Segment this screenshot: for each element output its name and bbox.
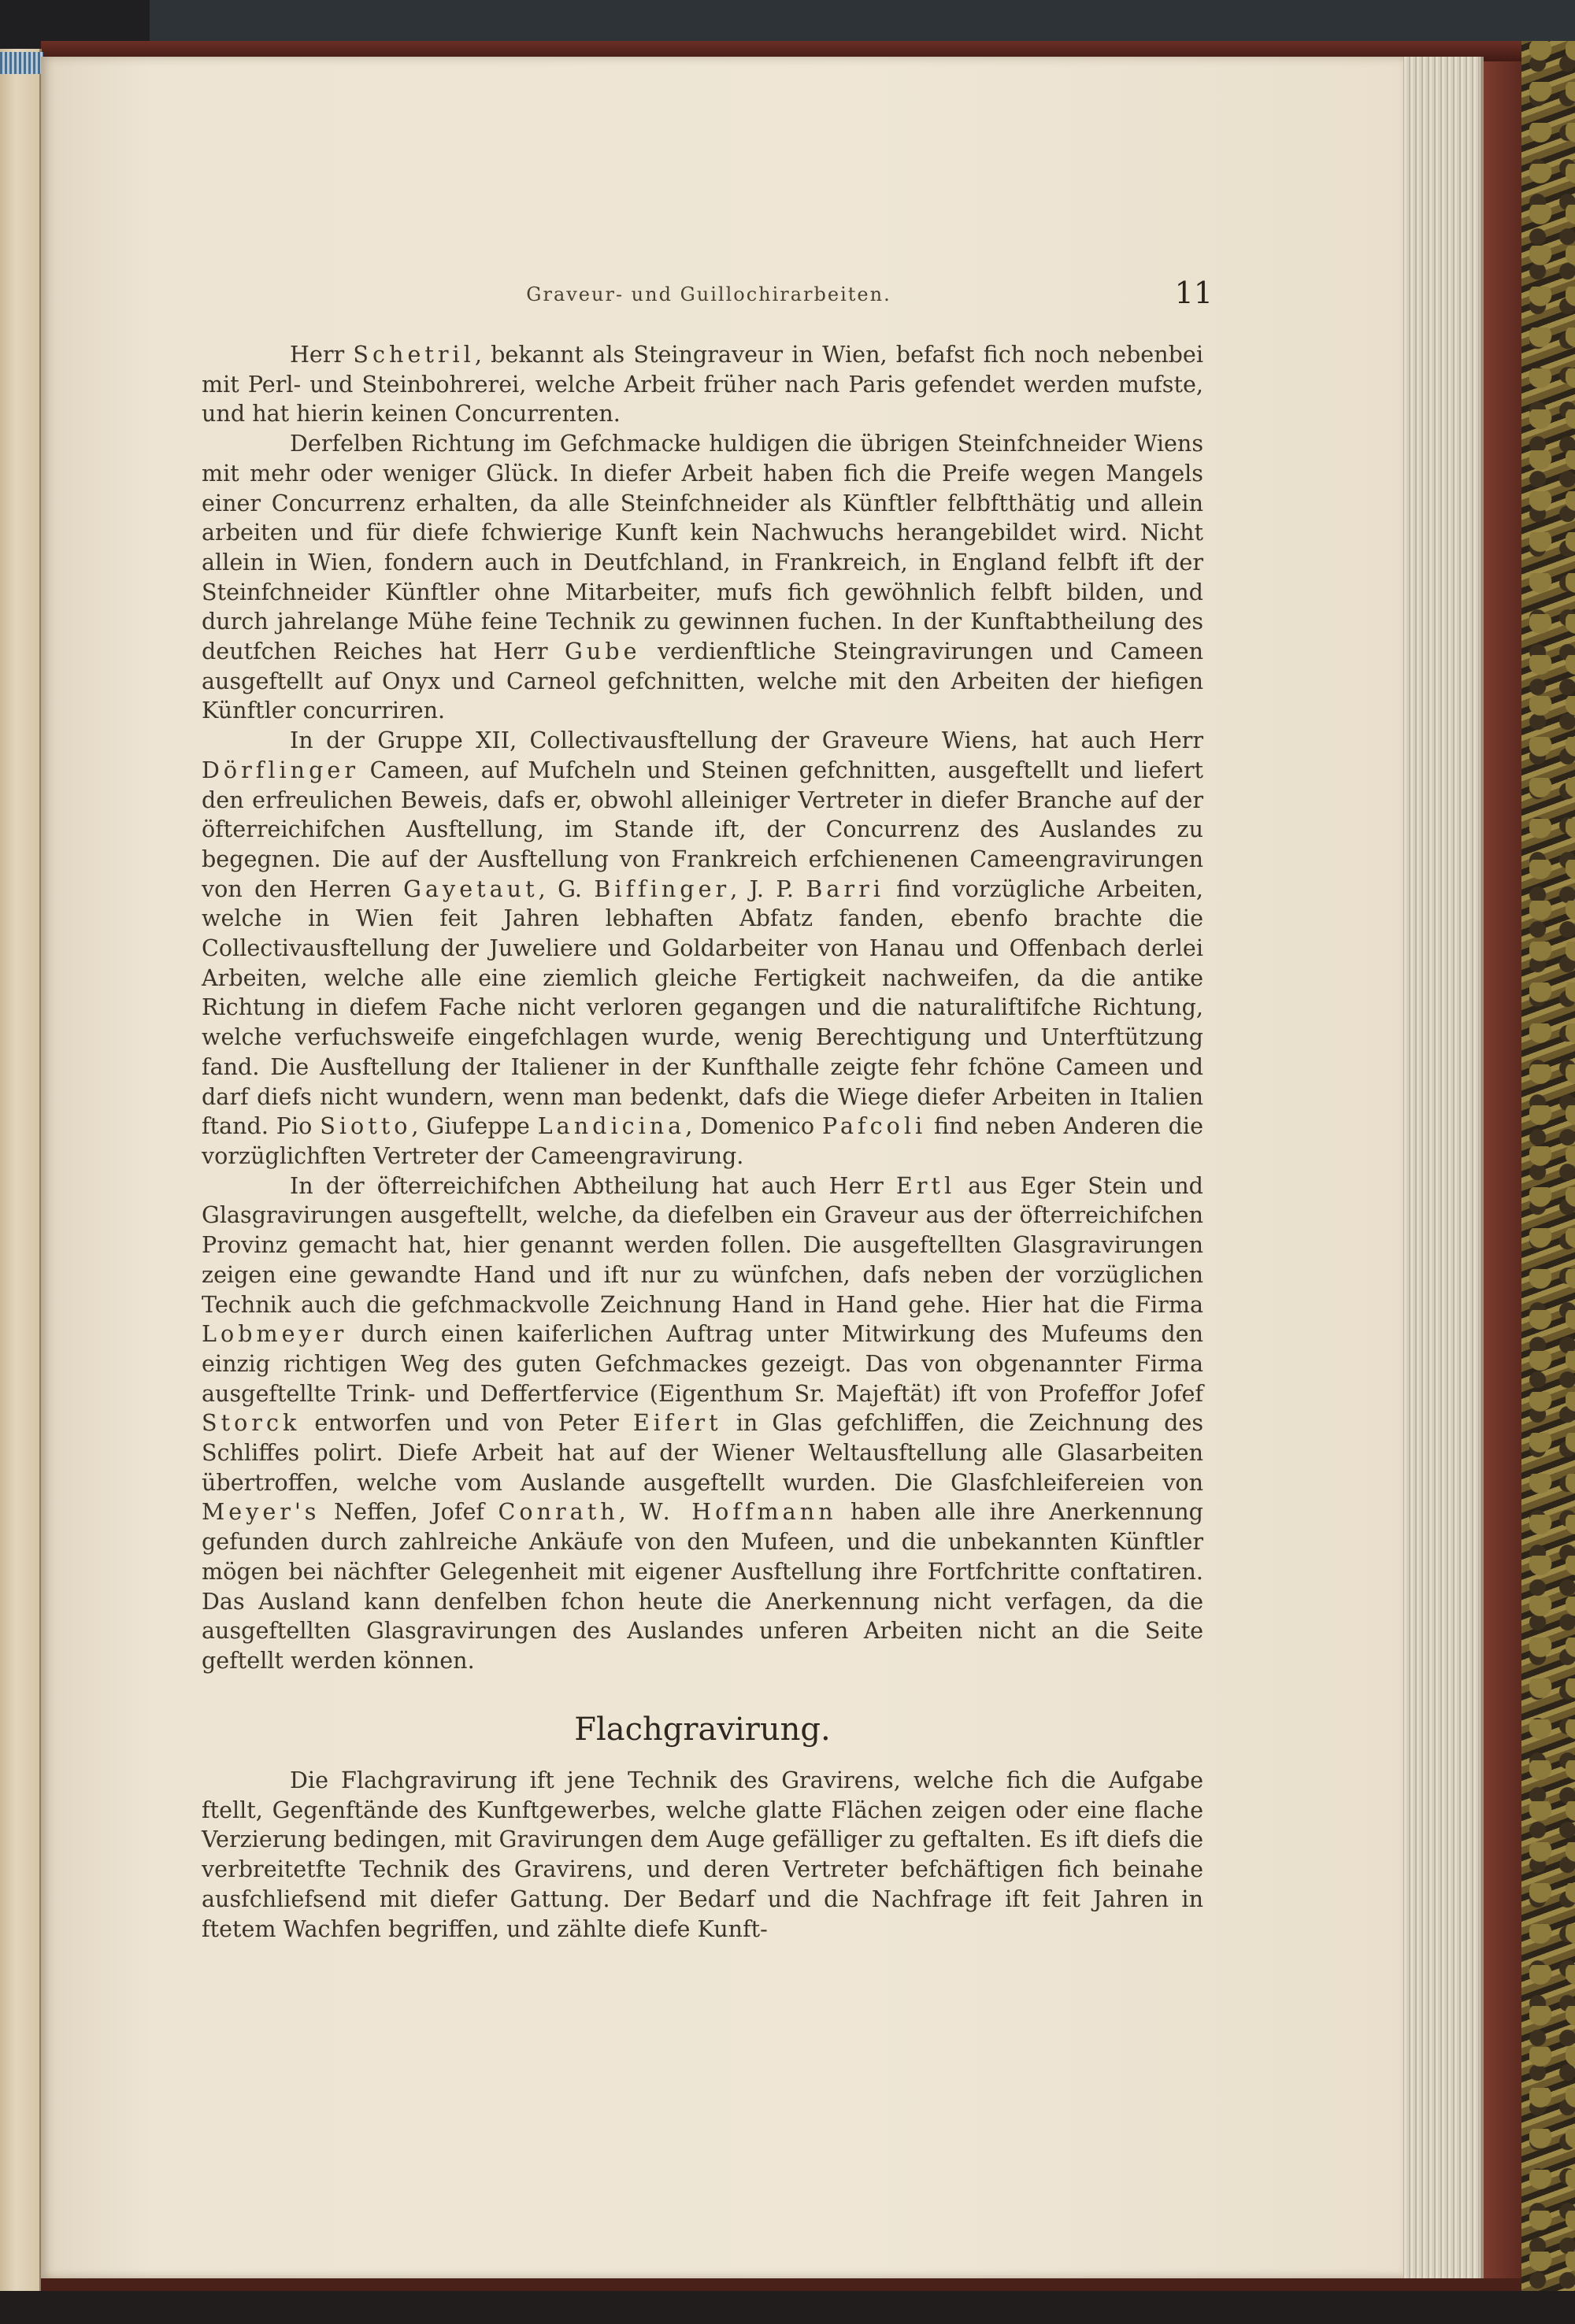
text-run: , J. P. (730, 875, 806, 902)
spaced-name: Storck (202, 1409, 301, 1437)
spaced-name: Meyer's (202, 1498, 321, 1526)
spaced-name: Biffinger (594, 875, 731, 902)
running-head: Graveur- und Guillochirarbeiten. (526, 283, 891, 305)
facing-page-edge (0, 49, 42, 2308)
text-run: find neben Anderen die vorzüglichften Vertreter der Cameengravirung. (202, 1112, 1203, 1169)
spaced-name: Schetril (353, 341, 475, 368)
text-run: In der öfterreichifchen Abtheilung hat auch Herr (290, 1171, 896, 1199)
spaced-name: Gayetaut (403, 875, 539, 902)
binding-cloth (0, 52, 43, 74)
spaced-name: Gube (565, 638, 641, 665)
spaced-name: Eifert (632, 1409, 722, 1437)
text-run: verdienftliche Steingravirungen und Cameen ausgeftellt auf Onyx und Carneol gefchnitten, welche mit den Arbeiten der hiefigen Künftler concurriren. (202, 638, 1203, 724)
text-run: , (618, 1498, 640, 1526)
spaced-name: W. Hoffmann (639, 1498, 837, 1526)
paragraph (202, 340, 1203, 429)
spaced-name: Lobmeyer (202, 1320, 348, 1348)
spaced-name: Landicina (537, 1112, 686, 1140)
background-bottom (0, 2291, 1575, 2324)
text-run: Cameen, auf Mufcheln und Steinen gefchnitten, ausgeftellt und liefert den erfreulichen Beweis, dafs er, obwohl alleiniger Vertreter in diefer Branche auf der öfterreichifchen Ausftellung, im Stande ift, der Concurrenz des Auslandes zu begegnen. Die auf der Ausftellung von Frankreich erfchienenen Cameengravirungen von den Herren (202, 756, 1203, 902)
text-run: Derfelben Richtung im Gefchmacke huldigen die übrigen Steinfchneider Wiens mit mehr oder weniger Glück. In diefer Arbeit haben fich die Preife wegen Mangels einer Concurrenz erhalten, da alle Steinfchneider als Künftler felbftthätig und allein arbeiten und für diefe fchwierige Kunft kein Nachwuchs herangebildet wird. Nicht allein in Wien, fondern auch in Deutfchland, in Frankreich, in England felbft ift der Steinfchneider Künftler ohne Mitarbeiter, mufs fich gewöhnlich felbft bilden, und durch jahrelange Mühe feine Technik zu gewinnen fuchen. In der Kunftabtheilung des deutfchen Reiches hat Herr (202, 430, 1203, 665)
spaced-name: Ertl (895, 1171, 956, 1199)
text-run: in Glas gefchliffen, die Zeichnung des Schliffes polirt. Diefe Arbeit hat auf der Wiener Weltausftellung alle Glasarbeiten übertroffen, welche vom Auslande ausgeftellt wurden. Die Glasfchleifereien von (202, 1409, 1203, 1496)
spaced-name: Siotto (320, 1112, 412, 1140)
text-run: Die Flachgravirung ift jene Technik des Gravirens, welche fich die Aufgabe ftellt, Gegenftände des Kunftgewerbes, welche glatte Flächen zeigen oder eine flache Verzierung bedingen, mit Gravirungen dem Auge gefälliger zu geftalten. Es ift diefs die verbreitetfte Technik des Gravirens, und deren Vertreter befchäftigen fich beinahe ausfchliefsend mit diefer Gattung. Der Bedarf und die Nachfrage ift feit Jahren in ftetem Wachfen begriffen, und zählte diefe Kunft- (202, 1767, 1203, 1942)
text-run: aus Eger Stein und Glasgravirungen ausgeftellt, welche, da diefelben ein Graveur aus der öfterreichifchen Provinz gemacht hat, hier genannt werden follen. Die ausgeftellten Glasgravirungen zeigen eine gewandte Hand und ift nur zu wünfchen, dafs neben der vorzüglichen Technik auch die gefchmackvolle Zeichnung Hand in Hand gehe. Hier hat die Firma (202, 1171, 1203, 1318)
text-run: Herr (290, 341, 354, 368)
section-body-text (202, 1766, 1203, 1944)
spaced-name: Conrath (498, 1498, 619, 1526)
text-run: , G. (538, 875, 595, 902)
page-number: 11 (1174, 276, 1213, 310)
spaced-name: Barri (806, 875, 884, 902)
page-stack-edges (1394, 57, 1484, 2278)
text-run: , Domenico (685, 1112, 822, 1140)
body-text (202, 340, 1203, 1676)
text-run: find vorzügliche Arbeiten, welche in Wien feit Jahren lebhaften Abfatz fanden, ebenfo brachte die Collectivausftellung der Juweliere und Goldarbeiter von Hanau und Offenbach derlei Arbeiten, welche alle eine ziemlich gleiche Fertigkeit nachweifen, da die antike Richtung in diefem Fache nicht verloren gegangen und die naturaliftifche Richtung, welche verfuchsweife eingefchlagen wurde, wenig Berechtigung und Unterftützung fand. Die Ausftellung der Italiener in der Kunfthalle zeigte fehr fchöne Cameen und darf diefs nicht wundern, wenn man bedenkt, dafs die Wiege diefer Arbeiten in Italien ftand. Pio (202, 875, 1203, 1140)
spaced-name: Pafcoli (822, 1112, 927, 1140)
section-heading: Flachgravirung. (574, 1712, 831, 1748)
text-run: , Giufeppe (411, 1112, 538, 1140)
text-run: In der Gruppe XII, Collectivausftellung der Graveure Wiens, hat auch Herr (290, 727, 1203, 754)
spaced-name: Dörflinger (202, 756, 359, 783)
paragraph (202, 1766, 1203, 1944)
text-run: Neffen, Jofef (320, 1498, 498, 1526)
paragraph (202, 726, 1203, 1171)
text-run: haben alle ihre Anerkennung gefunden durch zahlreiche Ankäufe von den Mufeen, und die unbekannten Künftler mögen bei nächfter Gelegenheit mit eigener Ausftellung ihre Fortfchritte conftatiren. Das Ausland kann denfelben fchon heute die Anerkennung nicht verfagen, da die ausgeftellten Glasgravirungen des Auslandes unferen Arbeiten nicht an die Seite geftellt werden können. (202, 1498, 1203, 1674)
text-run: , bekannt als Steingraveur in Wien, befafst fich noch nebenbei mit Perl- und Steinbohrerei, welche Arbeit früher nach Paris gefendet werden mufste, und hat hierin keinen Concurrenten. (202, 341, 1203, 427)
paragraph (202, 429, 1203, 726)
text-run: durch einen kaiferlichen Auftrag unter Mitwirkung des Mufeums den einzig richtigen Weg des guten Gefchmackes gezeigt. Das von obgenannter Firma ausgeftellte Trink- und Deffertfervice (Eigenthum Sr. Majeftät) ift von Profeffor Jofef (202, 1320, 1203, 1407)
paragraph (202, 1171, 1203, 1676)
text-run: entworfen und von Peter (300, 1409, 633, 1437)
